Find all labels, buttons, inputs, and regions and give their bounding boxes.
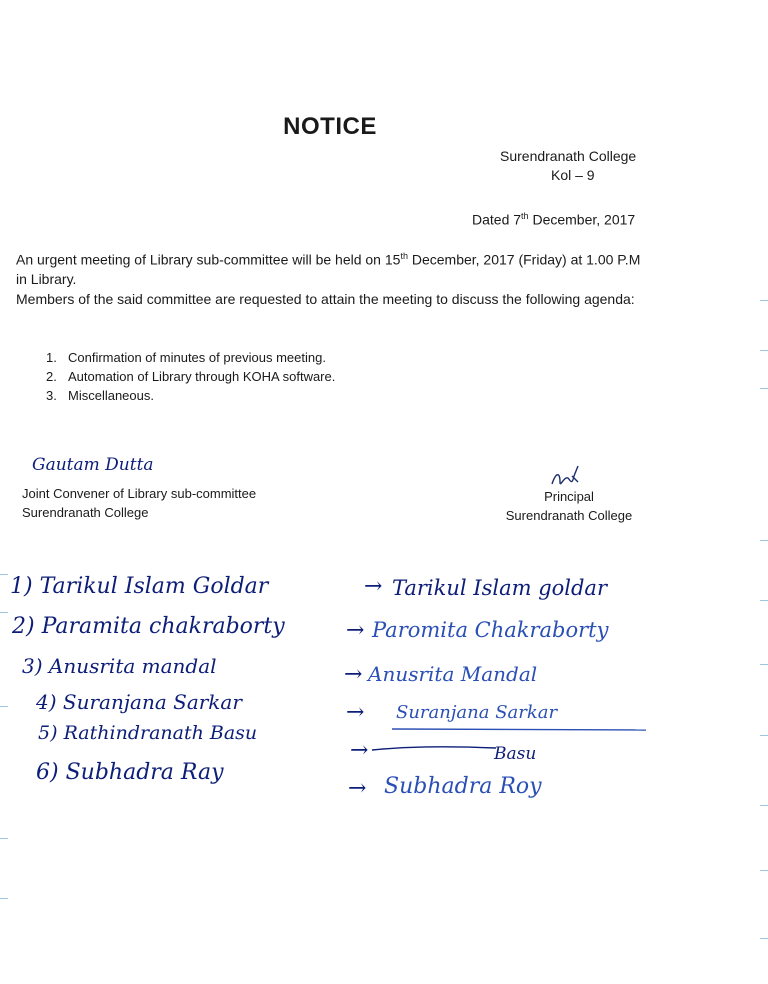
- attendee-name: 6) Subhadra Ray: [36, 760, 224, 785]
- agenda-item: 3. Miscellaneous.: [46, 388, 154, 403]
- joint-convener-block: [22, 484, 256, 522]
- attendee-signature: Tarikul Islam goldar: [392, 576, 607, 600]
- margin-tick: [760, 664, 768, 665]
- margin-tick: [760, 938, 768, 939]
- margin-tick: [760, 805, 768, 806]
- joint-convener-signature: Gautam Dutta: [32, 455, 154, 475]
- margin-tick: [0, 612, 8, 613]
- meeting-request: Members of the said committee are requested to attain the meeting to discuss the following agenda:: [16, 291, 635, 307]
- margin-tick: [760, 388, 768, 389]
- principal-org: Surendranath College: [505, 508, 633, 523]
- attendee-name: 1) Tarikul Islam Goldar: [10, 574, 269, 599]
- college-name: Surendranath College: [500, 148, 637, 164]
- margin-tick: [760, 735, 768, 736]
- margin-tick: [0, 706, 8, 707]
- attendee-arrow: →: [350, 738, 369, 763]
- margin-tick: [0, 838, 8, 839]
- attendee-signature: Suranjana Sarkar: [396, 702, 558, 723]
- margin-tick: [0, 898, 8, 899]
- notice-date: Dated 7th December, 2017: [472, 211, 636, 228]
- margin-tick: [0, 574, 8, 575]
- attendee-arrow: →: [344, 662, 363, 687]
- agenda-list: [46, 348, 335, 405]
- signature-underline: [390, 724, 650, 734]
- attendee-arrow: →: [348, 776, 367, 801]
- attendee-signature: Anusrita Mandal: [368, 662, 538, 686]
- attendee-arrow: →: [346, 618, 365, 643]
- college-location: Kol – 9: [551, 167, 595, 183]
- margin-tick: [760, 350, 768, 351]
- meeting-announcement: An urgent meeting of Library sub-committee will be held on 15th December, 2017 (Friday) at 1.00 P.M in Library.: [16, 251, 641, 287]
- agenda-item: 2. Automation of Library through KOHA software.: [46, 369, 336, 384]
- principal-block: [496, 487, 642, 525]
- margin-tick: [760, 600, 768, 601]
- attendee-name: 4) Suranjana Sarkar: [36, 690, 242, 714]
- agenda-item: 1. Confirmation of minutes of previous meeting.: [46, 350, 326, 365]
- attendee-name: 2) Paramita chakraborty: [12, 614, 285, 639]
- notice-title: NOTICE: [283, 113, 377, 140]
- attendee-signature: Paromita Chakraborty: [372, 618, 609, 642]
- margin-tick: [760, 540, 768, 541]
- attendee-arrow: →: [364, 574, 383, 599]
- attendee-arrow: →: [346, 700, 365, 725]
- joint-convener-title: Joint Convener of Library sub-committee: [22, 486, 257, 501]
- attendee-name: 3) Anusrita mandal: [22, 654, 217, 678]
- signature-stroke: [370, 740, 500, 760]
- attendee-name: 5) Rathindranath Basu: [38, 722, 258, 744]
- margin-tick: [760, 870, 768, 871]
- joint-convener-org: Surendranath College: [22, 505, 149, 520]
- margin-tick: [760, 300, 768, 301]
- attendee-signature: Subhadra Roy: [384, 774, 542, 799]
- principal-title: Principal: [544, 489, 594, 504]
- attendee-signature: Basu: [494, 744, 537, 764]
